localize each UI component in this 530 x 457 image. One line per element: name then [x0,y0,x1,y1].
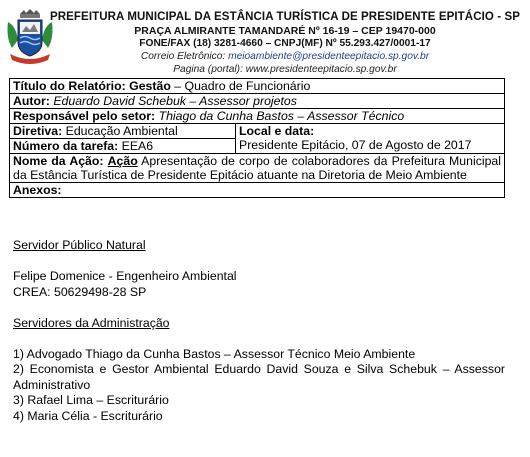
natural-servant-name: Felipe Domenice - Engenheiro Ambiental [13,269,237,283]
header-address: PRAÇA ALMIRANTE TAMANDARÉ Nº 16-19 – CEP 19470-000 [134,25,436,37]
header-municipality: PREFEITURA MUNICIPAL DA ESTÂNCIA TURÍSTICA DE PRESIDENTE EPITÁCIO - SP [49,11,520,23]
header-portal: Pagina (portal): www.presidenteepitacio.sp.gov.br [173,64,397,75]
title-rest: – Quadro de Funcionário [170,79,311,93]
report-info-table [9,78,505,198]
directorate-label: Diretiva: [13,124,63,138]
task-value: EEA6 [121,139,154,153]
header-email-line [40,51,530,62]
email-link[interactable]: meioambiente@presidenteepitacio.sp.gov.br [228,51,430,62]
attachments-label: Anexos: [13,183,62,197]
directorate-cell [10,124,236,139]
author-label: Autor: [13,94,50,108]
letterhead [0,0,530,76]
header-phone-cnpj: FONE/FAX (18) 3281-4660 – CNPJ(MF) Nº 55.293.427/0001-17 [139,38,431,49]
title-bold: Gestão [129,79,171,93]
attachments-cell [10,183,505,198]
email-label: Correio Eletrônico: [140,51,229,62]
author-cell [10,94,505,109]
staff-item: 3) Rafael Lima – Escriturário [13,393,169,407]
action-text: Apresentação de corpo de colaboradores da Prefeitura Municipal da Estância Turística de Presidente Epitácio atuante na Diretoria de Meio Ambiente [13,154,501,182]
task-label: Número da tarefa: [13,139,119,153]
staff-item: 2) Economista e Gestor Ambiental Eduardo David Souza e Silva Schebuk – Assessor Administrativo [13,362,505,392]
title-label: Título do Relatório: [13,79,126,93]
report-title-cell [10,79,505,94]
responsible-label: Responsável pelo setor: [13,109,156,123]
place-date-value: Presidente Epitácio, 07 de Agosto de 2017 [239,138,472,152]
author-value: Eduardo David Schebuk – Assessor projetos [53,94,297,108]
action-word: Ação [107,154,138,168]
task-cell [10,139,236,154]
staff-item: 1) Advogado Thiago da Cunha Bastos – Assessor Técnico Meio Ambiente [13,346,416,361]
action-label: Nome da Ação: [13,154,104,168]
report-body [13,238,505,424]
responsible-cell [10,109,505,124]
responsible-value: Thiago da Cunha Bastos – Assessor Técnico [158,109,405,123]
place-date-cell [236,124,505,154]
place-label: Local e data: [239,124,315,138]
section-admin-staff-title: Servidores da Administração [13,315,170,330]
natural-servant-crea: CREA: 50629498-28 SP [13,284,147,299]
directorate-value: Educação Ambiental [65,124,178,138]
section-natural-servant-title: Servidor Público Natural [13,238,146,252]
staff-item: 4) Maria Célia - Escriturário [13,408,163,423]
action-cell [10,154,505,183]
